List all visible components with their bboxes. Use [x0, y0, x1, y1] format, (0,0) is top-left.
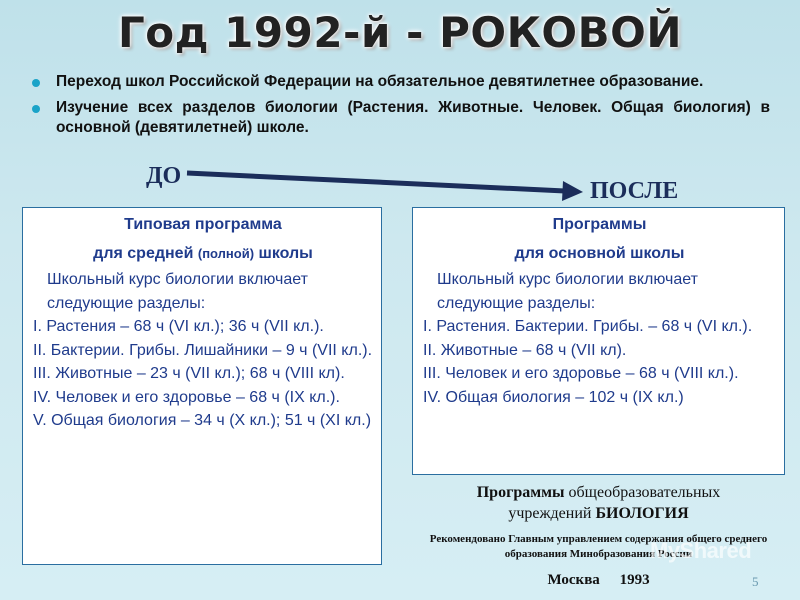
list-item: II. Бактерии. Грибы. Лишайники – 9 ч (VII кл.). [33, 341, 373, 359]
list-item: III. Человек и его здоровье – 68 ч (VIII кл.). [423, 365, 739, 382]
box-heading: Программы [552, 216, 647, 233]
arrow-right-icon [185, 165, 585, 205]
bullet-item [30, 98, 770, 138]
list-item: I. Растения. Бактерии. Грибы. – 68 ч (VI кл.). [423, 318, 753, 335]
list-item: I. Растения – 68 ч (VI кл.); 36 ч (VII кл.). [33, 318, 324, 335]
before-label: ДО [146, 163, 182, 189]
slide-title: Год 1992-й - РОКОВОЙ [118, 8, 682, 57]
source-bold: БИОЛОГИЯ [595, 505, 689, 522]
city-year [412, 572, 785, 589]
recommendation-text: Рекомендовано Главным управлением содержания общего среднего образования Минобразования России [429, 533, 768, 560]
bullet-text: Изучение всех разделов биологии (Растения. Животные. Человек. Общая биология) в основной (девятилетней) школе. [56, 99, 770, 136]
box-subheading [33, 239, 373, 268]
bullet-text: Переход школ Российской Федерации на обязательное девятилетнее образование. [56, 73, 704, 90]
bullet-dot-icon [32, 79, 40, 87]
list-item: III. Животные – 23 ч (VII кл.); 68 ч (VIII кл). [33, 365, 345, 382]
subheading-end: школы [258, 245, 313, 262]
city: Москва [547, 572, 600, 588]
box-intro: Школьный курс биологии включает следующие разделы: [47, 271, 308, 312]
source-text: учреждений [508, 505, 592, 522]
year: 1993 [619, 572, 650, 588]
box-intro: Школьный курс биологии включает следующие разделы: [437, 271, 698, 312]
subheading-main: для средней [93, 245, 194, 262]
box-subheading: для основной школы [514, 245, 685, 262]
program-before-box [22, 207, 382, 565]
list-item: IV. Человек и его здоровье – 68 ч (IX кл.). [33, 388, 340, 406]
source-line-1 [412, 482, 785, 503]
source-text: общеобразовательных [568, 484, 721, 501]
source-line-2 [412, 503, 785, 524]
list-item: II. Животные – 68 ч (VII кл). [423, 341, 627, 359]
watermark: MyShared [650, 538, 752, 563]
bullet-list [30, 72, 770, 144]
list-item: V. Общая биология – 34 ч (X кл.); 51 ч (XI кл.) [33, 412, 372, 429]
list-item: IV. Общая биология – 102 ч (IX кл.) [423, 388, 684, 406]
box-heading: Типовая программа [124, 216, 282, 233]
source-bold: Программы [476, 484, 565, 501]
subheading-small: (полной) [197, 246, 255, 261]
bullet-item [30, 72, 770, 92]
bullet-dot-icon [32, 105, 40, 113]
after-label: ПОСЛЕ [590, 178, 679, 204]
program-after-box [412, 207, 785, 475]
page-number: 5 [752, 574, 759, 589]
source-citation [412, 482, 785, 589]
